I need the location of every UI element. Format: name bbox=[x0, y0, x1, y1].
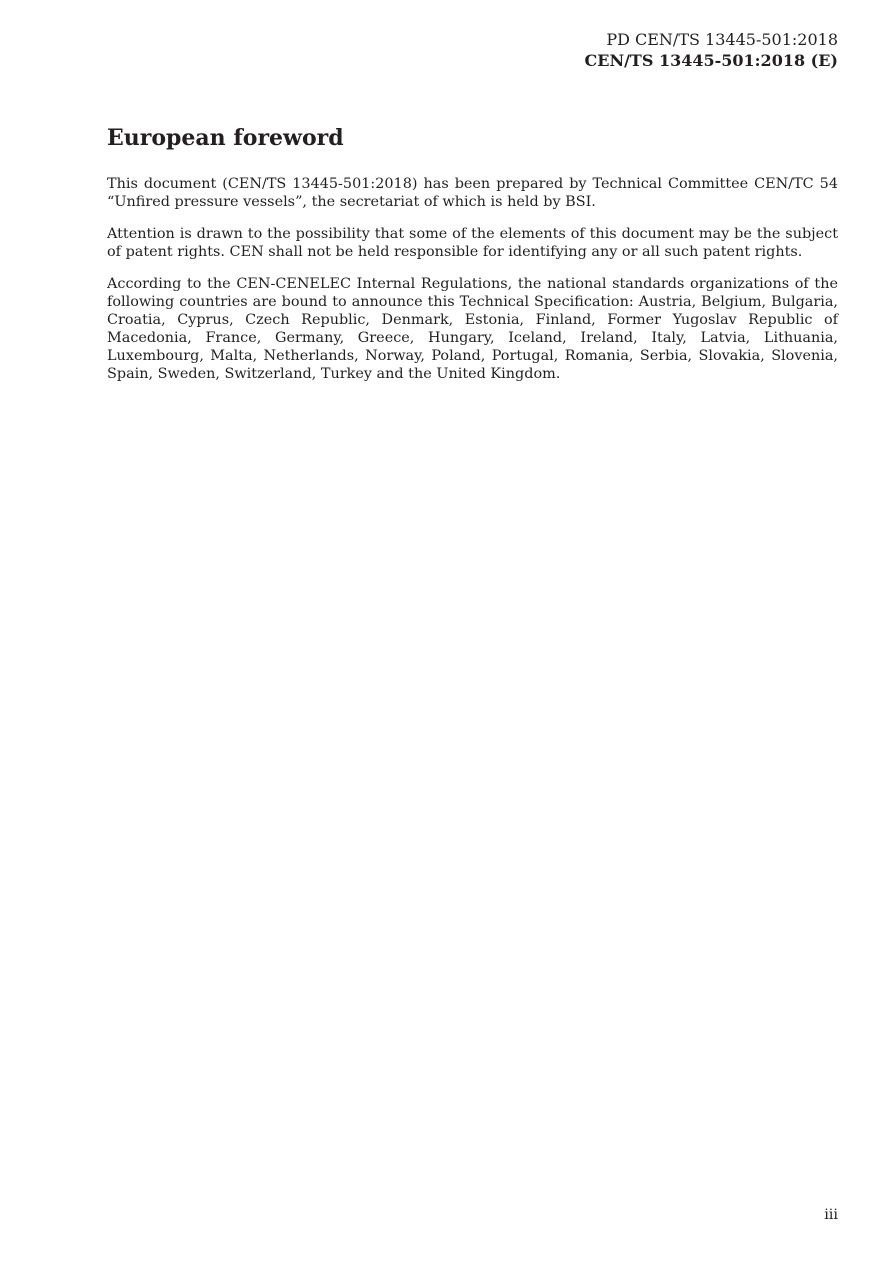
header-document-id: PD CEN/TS 13445-501:2018 bbox=[606, 30, 838, 49]
paragraph-committee: This document (CEN/TS 13445-501:2018) has been prepared by Technical Committee CEN/TC 54 “Unfired pressure vessels”, the secretariat of which is held by BSI. bbox=[107, 176, 838, 210]
paragraph-patent-rights: Attention is drawn to the possibility that some of the elements of this document may be the subject of patent rights. CEN shall not be held responsible for identifying any or all such patent rights. bbox=[107, 226, 838, 260]
paragraph-countries: According to the CEN-CENELEC Internal Regulations, the national standards organizations of the following countries are bound to announce this Technical Specification: Austria, Belgium, Bulgaria, Croatia, Cyprus, Czech Republic, Denmark, Estonia, Finland, Former Yugoslav Republic of Macedonia, France, Germany, Greece, Hungary, Iceland, Ireland, Italy, Latvia, Lithuania, Luxembourg, Malta, Netherlands, Norway, Poland, Portugal, Romania, Serbia, Slovakia, Slovenia, Spain, Sweden, Switzerland, Turkey and the United Kingdom. bbox=[107, 276, 838, 382]
foreword-body bbox=[107, 175, 838, 397]
page-header bbox=[585, 29, 838, 71]
header-document-id-english: CEN/TS 13445-501:2018 (E) bbox=[584, 51, 838, 70]
section-title: European foreword bbox=[107, 125, 344, 151]
page-number: iii bbox=[824, 1207, 838, 1223]
